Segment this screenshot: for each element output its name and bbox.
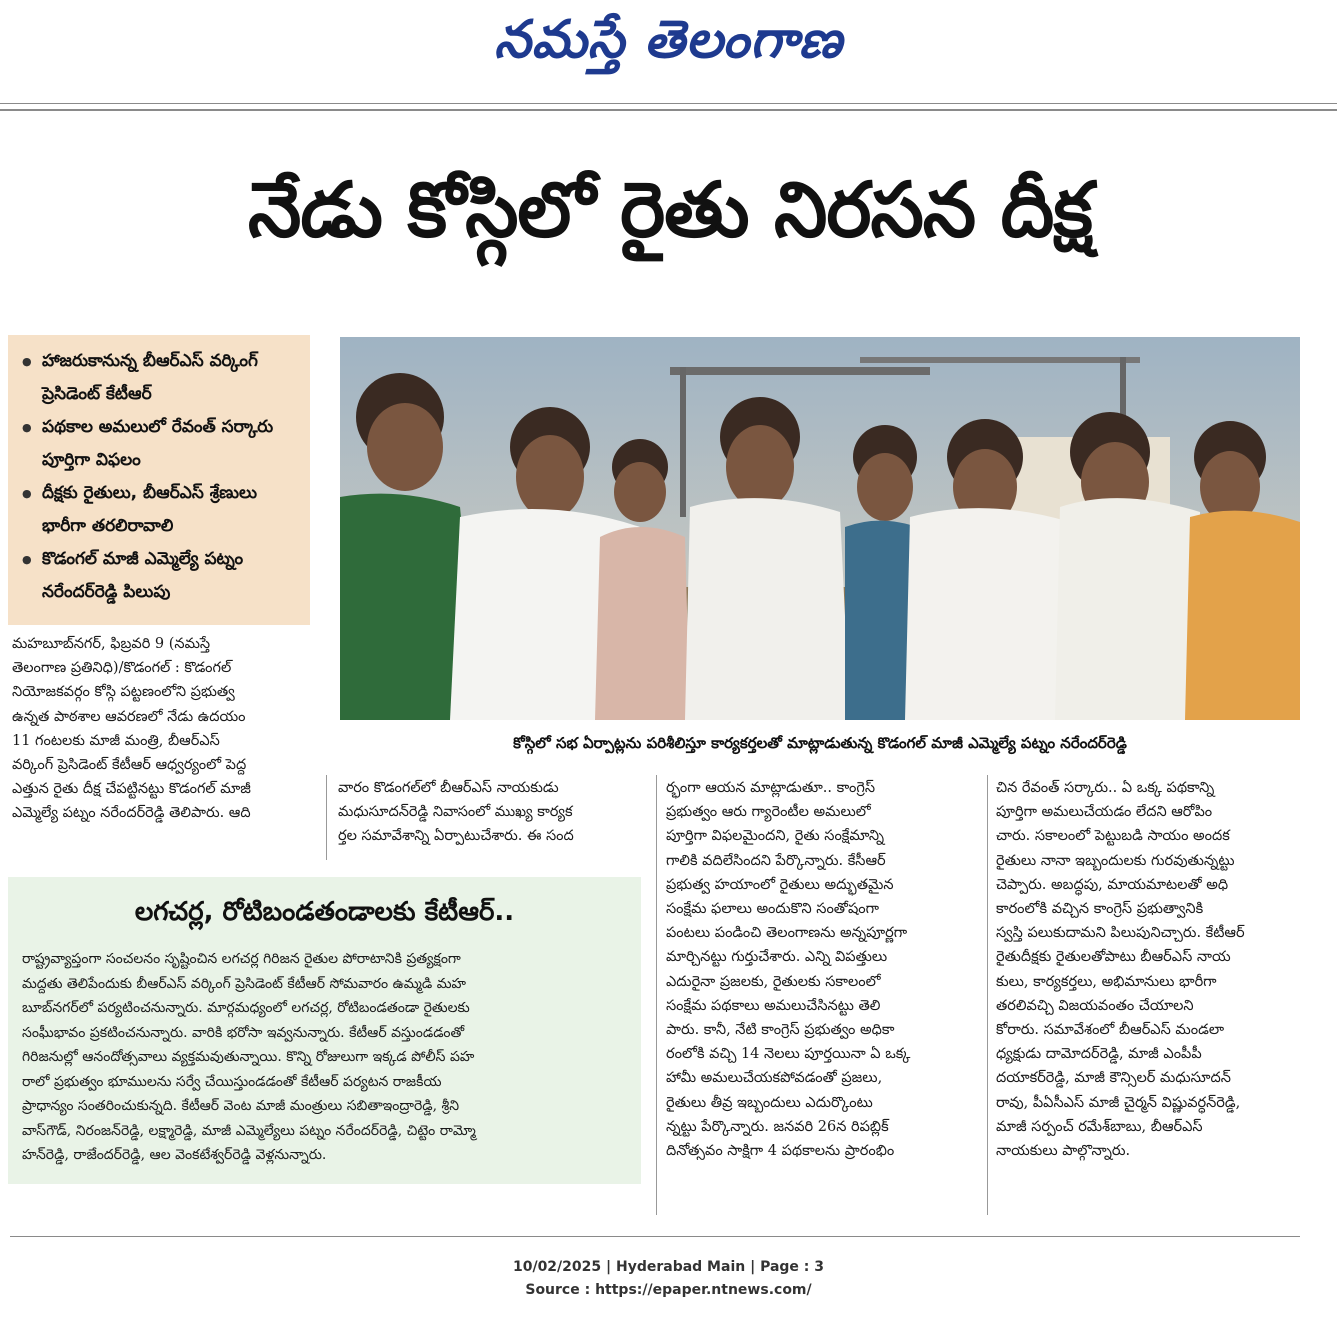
article-line: దయాకర్‌రెడ్డి, మాజీ కౌన్సిలర్ మధుసూదన్	[996, 1070, 1231, 1087]
footer-dateline: 10/02/2025 | Hyderabad Main | Page : 3	[512, 1259, 825, 1275]
article-line: ఉన్నత పాఠశాల ఆవరణలో నేడు ఉదయం	[12, 708, 246, 725]
story-line: సంఘీభావం ప్రకటించనున్నారు. వారికి భరోసా ఇవ్వనున్నారు. కేటీఆర్ వస్తుండడంతో	[22, 1024, 465, 1041]
article-line: కోరారు. సమావేశంలో బీఆర్‌ఎస్ మండలా	[996, 1022, 1225, 1039]
story-line: వాస్‌గౌడ్, నిరంజన్‌రెడ్డి, లక్ష్మారెడ్డి, మాజీ ఎమ్మెల్యేలు పట్నం నరేందర్‌రెడ్డి, చిట్టెం రామ్మో	[22, 1122, 476, 1139]
article-line: కారంలోకి వచ్చిన కాంగ్రెస్ ప్రభుత్వానికి	[996, 901, 1204, 918]
news-photo	[340, 337, 1300, 720]
article-line: మాజీ సర్పంచ్ రమేశ్‌బాబు, బీఆర్‌ఎస్	[996, 1118, 1203, 1135]
article-line: గాలికి వదిలేసిందని పేర్కొన్నారు. కేసీఆర్	[666, 852, 886, 869]
article-line: పూర్తిగా అమలుచేయడం లేదని ఆరోపిం	[996, 804, 1213, 821]
article-line: హామీ అమలుచేయకపోవడంతో ప్రజలు,	[666, 1070, 883, 1087]
story-line: ప్రాధాన్యం సంతరించుకున్నది. కేటీఆర్ వెంట మాజీ మంత్రులు సబితాఇంద్రారెడ్డి, శ్రీని	[22, 1098, 460, 1114]
sidebar-story-title: లగచర్ల, రోటిబండతండాలకు కేటీఆర్..	[134, 897, 515, 927]
article-column-3	[666, 776, 978, 1163]
article-line: వర్కింగ్ ప్రెసిడెంట్ కేటీఆర్ ఆధ్వర్యంలో పెద్ద	[12, 757, 247, 774]
story-line: రాలో ప్రభుత్వం భూములను సర్వే చేయిస్తుండడంతో కేటీఆర్ పర్యటన రాజకీయ	[22, 1073, 442, 1090]
article-line: పంటలు పండించి తెలంగాణను అన్నపూర్ణగా	[666, 925, 908, 942]
article-line: రావు, పీఏసీఎస్ మాజీ చైర్మన్ విష్ణువర్ధన్‌రెడ్డి,	[996, 1094, 1241, 1111]
article-line: 11 గంటలకు మాజీ మంత్రి, బీఆర్‌ఎస్	[12, 732, 220, 749]
story-line: బూబ్‌నగర్‌లో పర్యటించనున్నారు. మార్గమధ్యంలో లగచర్ల, రోటిబండతండా రైతులకు	[22, 1000, 470, 1016]
article-line: స్వస్తి పలుకుదామని పిలుపునిచ్చారు. కేటీఆర్	[996, 925, 1245, 942]
article-line: రైతుదీక్షకు రైతులతోపాటు బీఆర్‌ఎస్ నాయ	[996, 949, 1231, 966]
article-line: కులు, కార్యకర్తలు, అభిమానులు భారీగా	[996, 973, 1217, 990]
article-line: మార్చినట్టు గుర్తుచేశారు. ఎన్ని విపత్తులు	[666, 949, 888, 966]
column-divider	[656, 775, 657, 1215]
article-line: పారు. కానీ, నేటి కాంగ్రెస్ ప్రభుత్వం అధికా	[666, 1022, 895, 1039]
highlight-item: ● పథకాల అమలులో రేవంత్ సర్కారు పూర్తిగా విఫలం	[22, 411, 300, 477]
story-line: హన్‌రెడ్డి, రాజేందర్‌రెడ్డి, ఆల వెంకటేశ్వర్‌రెడ్డి వెళ్లనున్నారు.	[22, 1147, 327, 1163]
photo-caption: కోస్గిలో సభ ఏర్పాట్లను పరిశీలిస్తూ కార్యకర్తలతో మాట్లాడుతున్న కొడంగల్ మాజీ ఎమ్మెల్యే పట్నం నరేందర్‌రెడ్డి	[513, 734, 1127, 752]
highlight-item: ● హాజరుకానున్న బీఆర్‌ఎస్ వర్కింగ్ ప్రెసిడెంట్ కేటీఆర్	[22, 345, 300, 411]
article-column-1	[12, 632, 310, 826]
article-line: మహబూబ్‌నగర్, ఫిబ్రవరి 9 (నమస్తే	[12, 636, 211, 652]
article-line: ఎత్తున రైతు దీక్ష చేపట్టినట్టు కొడంగల్ మాజీ	[12, 781, 251, 798]
highlight-item: ● కొడంగల్ మాజీ ఎమ్మెల్యే పట్నం నరేందర్‌రెడ్డి పిలుపు	[22, 543, 300, 609]
article-line: పూర్తిగా విఫలమైందని, రైతు సంక్షేమాన్ని	[666, 828, 885, 845]
article-line: ర్భంగా ఆయన మాట్లాడుతూ.. కాంగ్రెస్	[666, 780, 876, 796]
article-line: రైతులు నానా ఇబ్బందులకు గురవుతున్నట్టు	[996, 852, 1235, 869]
headline: నేడు కోస్గిలో రైతు నిరసన దీక్ష	[248, 165, 1092, 254]
highlights-box	[8, 335, 310, 625]
sidebar-story-box	[8, 877, 641, 1184]
article-line: నియోజకవర్గం కోస్గి పట్టణంలోని ప్రభుత్వ	[12, 684, 235, 701]
article-line: ప్రభుత్వం ఆరు గ్యారెంటీల అమలులో	[666, 804, 871, 821]
article-line: రంలోకి వచ్చి 14 నెలలు పూర్తయినా ఏ ఒక్క	[666, 1046, 911, 1063]
masthead-logo: నమస్తే తెలంగాణ	[494, 9, 843, 70]
article-column-4	[996, 776, 1304, 1163]
article-line: సంక్షేమ ఫలాలు అందుకొని సంతోషంగా	[666, 901, 879, 918]
story-line: రాష్ట్రవ్యాప్తంగా సంచలనం సృష్టించిన లగచర్ల గిరిజన రైతుల పోరాటానికి ప్రత్యక్షంగా	[22, 951, 461, 967]
article-line: మధుసూదన్‌రెడ్డి నివాసంలో ముఖ్య కార్యక	[338, 804, 573, 821]
story-line: మద్దతు తెలిపేందుకు బీఆర్‌ఎస్ వర్కింగ్ ప్రెసిడెంట్ కేటీఆర్ సోమవారం ఉమ్మడి మహ	[22, 975, 466, 992]
masthead-divider	[0, 103, 1337, 104]
article-line: చెప్పారు. అబద్ధపు, మాయమాటలతో అధి	[996, 876, 1229, 893]
article-line: నాయకులు పాల్గొన్నారు.	[996, 1143, 1131, 1160]
article-line: చిన రేవంత్ సర్కారు.. ఏ ఒక్క పథకాన్ని	[996, 780, 1215, 796]
article-line: ర్తల సమావేశాన్ని ఏర్పాటుచేశారు. ఈ సంద	[338, 828, 574, 845]
article-line: దినోత్సవం సాక్షిగా 4 పథకాలను ప్రారంభిం	[666, 1143, 895, 1160]
article-line: ఎమ్మెల్యే పట్నం నరేందర్‌రెడ్డి తెలిపారు. ఆది	[12, 805, 251, 822]
article-line: తరలివచ్చి విజయవంతం చేయాలని	[996, 997, 1194, 1014]
article-line: రైతులు తీవ్ర ఇబ్బందులు ఎదుర్కొంటు	[666, 1094, 873, 1111]
article-line: ప్రభుత్వ హయాంలో రైతులు అద్భుతమైన	[666, 876, 894, 893]
footer-source: Source : https://epaper.ntnews.com/	[525, 1282, 812, 1298]
column-divider	[326, 775, 327, 860]
article-line: తెలంగాణ ప్రతినిధి)/కొడంగల్ : కొడంగల్	[12, 660, 232, 677]
article-line: వారం కొడంగల్‌లో బీఆర్‌ఎస్ నాయకుడు	[338, 780, 559, 796]
column-divider	[987, 775, 988, 1215]
highlight-item: ● దీక్షకు రైతులు, బీఆర్‌ఎస్ శ్రేణులు భారీగా తరలిరావాలి	[22, 477, 300, 543]
article-line: సంక్షేమ పథకాలు అమలుచేసినట్టు తెలి	[666, 997, 881, 1014]
footer-divider	[10, 1236, 1300, 1237]
article-line: న్నట్టు పేర్కొన్నారు. జనవరి 26న రిపబ్లిక్	[666, 1118, 889, 1135]
article-line: చారు. సకాలంలో పెట్టుబడి సాయం అందక	[996, 828, 1230, 845]
news-photo-illustration	[340, 337, 1300, 720]
article-line: ధ్యక్షుడు దామోదర్‌రెడ్డి, మాజీ ఎంపీపీ	[996, 1046, 1202, 1063]
masthead-divider-thick	[0, 109, 1337, 111]
article-line: ఎదురైనా ప్రజలకు, రైతులకు సకాలంలో	[666, 973, 881, 990]
story-line: గిరిజనుల్లో ఆనందోత్సవాలు వ్యక్తమవుతున్నాయి. కొన్ని రోజులుగా ఇక్కడ పోలీస్ పహ	[22, 1049, 475, 1065]
article-column-2	[338, 776, 648, 849]
